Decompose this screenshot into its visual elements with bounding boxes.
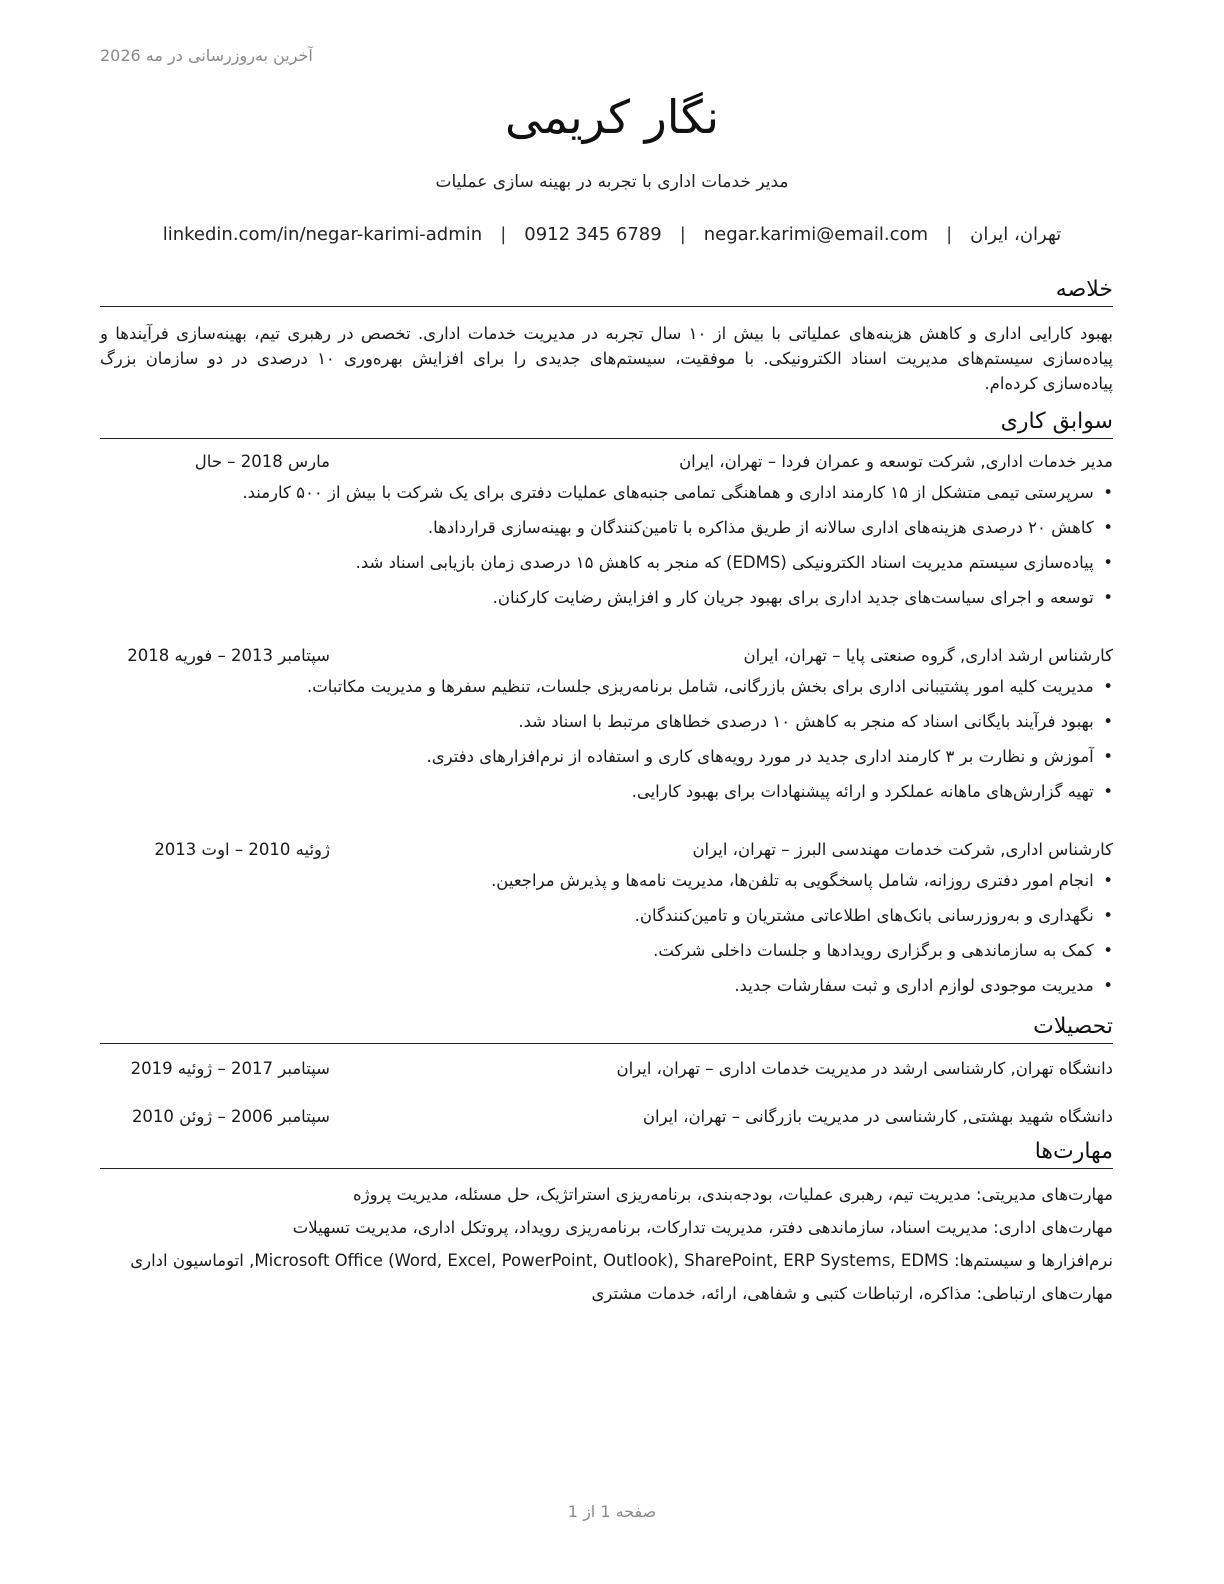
resume-content bbox=[100, 276, 1113, 1305]
bullet-icon: • bbox=[1103, 712, 1113, 731]
job-bullets bbox=[100, 863, 1113, 1003]
job-bullet: • پیاده‌سازی سیستم مدیریت اسناد الکترونیکی (EDMS) که منجر به کاهش ۱۵ درصدی زمان بازیابی اسناد شد. bbox=[100, 545, 1113, 580]
job-bullets bbox=[100, 669, 1113, 809]
education-entry bbox=[100, 1104, 1113, 1130]
page-number: صفحه 1 از 1 bbox=[567, 1502, 657, 1521]
job-title-company: مدیر خدمات اداری, شرکت توسعه و عمران فردا – تهران، ایران bbox=[679, 452, 1113, 471]
job-bullet: • سرپرستی تیمی متشکل از ۱۵ کارمند اداری و هماهنگی تمامی جنبه‌های عملیات دفتری برای یک شرکت با بیش از ۵۰۰ کارمند. bbox=[100, 475, 1113, 510]
contact-separator: | bbox=[679, 224, 686, 245]
job-dates: ژوئیه 2010 – اوت 2013 bbox=[154, 840, 330, 859]
bullet-icon: • bbox=[1103, 553, 1113, 572]
job-bullet: • مدیریت موجودی لوازم اداری و ثبت سفارشات جدید. bbox=[100, 968, 1113, 1003]
job-bullet: • بهبود فرآیند بایگانی اسناد که منجر به کاهش ۱۰ درصدی خطاهای مرتبط با اسناد شد. bbox=[100, 704, 1113, 739]
bullet-icon: • bbox=[1103, 782, 1113, 801]
job-bullet: • مدیریت کلیه امور پشتیبانی اداری برای بخش بازرگانی، شامل برنامه‌ریزی جلسات، تنظیم سفرها و مدیریت مکاتبات. bbox=[100, 669, 1113, 704]
section-title-experience: سوابق کاری bbox=[100, 408, 1113, 439]
section-title-summary: خلاصه bbox=[100, 276, 1113, 307]
education-entry bbox=[100, 1056, 1113, 1082]
skill-line: مهارت‌های اداری: مدیریت اسناد، سازماندهی دفتر، مدیریت تدارکات، برنامه‌ریزی رویداد، پروتکل اداری، مدیریت تسهیلات bbox=[292, 1218, 1113, 1237]
job-bullets bbox=[100, 475, 1113, 615]
skills-list bbox=[100, 1183, 1113, 1305]
job-header bbox=[100, 643, 1113, 669]
contact-separator: | bbox=[946, 224, 953, 245]
bullet-icon: • bbox=[1103, 677, 1113, 696]
job-title-company: کارشناس اداری, شرکت خدمات مهندسی البرز – تهران، ایران bbox=[692, 840, 1113, 859]
bullet-icon: • bbox=[1103, 588, 1113, 607]
last-updated-note: آخرین به‌روزرسانی در مه 2026 bbox=[100, 46, 313, 65]
job-entry bbox=[100, 837, 1113, 1003]
education-heading: دانشگاه شهید بهشتی, کارشناسی در مدیریت بازرگانی – تهران، ایران bbox=[642, 1107, 1113, 1126]
job-header bbox=[100, 449, 1113, 475]
contact-linkedin[interactable]: linkedin.com/in/negar-karimi-admin bbox=[162, 224, 483, 245]
job-bullet: • نگهداری و به‌روزرسانی بانک‌های اطلاعاتی مشتریان و تامین‌کنندگان. bbox=[100, 898, 1113, 933]
job-bullet: • کمک به سازماندهی و برگزاری رویدادها و جلسات داخلی شرکت. bbox=[100, 933, 1113, 968]
contact-email[interactable]: negar.karimi@email.com bbox=[703, 224, 929, 245]
job-bullet: • کاهش ۲۰ درصدی هزینه‌های اداری سالانه از طریق مذاکره با تامین‌کنندگان و بهینه‌سازی قراردادها. bbox=[100, 510, 1113, 545]
contact-location: تهران، ایران bbox=[970, 224, 1062, 245]
education-heading: دانشگاه تهران, کارشناسی ارشد در مدیریت خدمات اداری – تهران، ایران bbox=[616, 1059, 1113, 1078]
section-title-education: تحصیلات bbox=[100, 1013, 1113, 1044]
skill-line: نرم‌افزارها و سیستم‌ها: Microsoft Office (Word, Excel, PowerPoint, Outlook), SharePoint, ERP Systems, EDMS, اتوماسیون اداری bbox=[130, 1251, 1113, 1270]
job-bullet: • آموزش و نظارت بر ۳ کارمند اداری جدید در مورد رویه‌های کاری و استفاده از نرم‌افزارهای دفتری. bbox=[100, 739, 1113, 774]
job-bullet: • انجام امور دفتری روزانه، شامل پاسخگویی به تلفن‌ها، مدیریت نامه‌ها و پذیرش مراجعین. bbox=[100, 863, 1113, 898]
skill-line: مهارت‌های مدیریتی: مدیریت تیم، رهبری عملیات، بودجه‌بندی، برنامه‌ریزی استراتژیک، حل مسئله، مدیریت پروژه bbox=[352, 1185, 1113, 1204]
contact-separator: | bbox=[500, 224, 507, 245]
education-dates: سپتامبر 2017 – ژوئیه 2019 bbox=[130, 1059, 330, 1078]
bullet-icon: • bbox=[1103, 483, 1113, 502]
job-dates: سپتامبر 2013 – فوریه 2018 bbox=[127, 646, 330, 665]
bullet-icon: • bbox=[1103, 747, 1113, 766]
bullet-icon: • bbox=[1103, 976, 1113, 995]
job-bullet: • توسعه و اجرای سیاست‌های جدید اداری برای بهبود جریان کار و افزایش رضایت کارکنان. bbox=[100, 580, 1113, 615]
candidate-tagline: مدیر خدمات اداری با تجربه در بهینه سازی عملیات bbox=[435, 172, 789, 192]
job-dates: مارس 2018 – حال bbox=[194, 452, 330, 471]
bullet-icon: • bbox=[1103, 941, 1113, 960]
bullet-icon: • bbox=[1103, 871, 1113, 890]
job-entry bbox=[100, 449, 1113, 615]
contact-phone: 0912 345 6789 bbox=[524, 224, 662, 245]
job-title-company: کارشناس ارشد اداری, گروه صنعتی پایا – تهران، ایران bbox=[743, 646, 1113, 665]
job-entry bbox=[100, 643, 1113, 809]
skill-line: مهارت‌های ارتباطی: مذاکره، ارتباطات کتبی و شفاهی، ارائه، خدمات مشتری bbox=[591, 1284, 1113, 1303]
job-header bbox=[100, 837, 1113, 863]
candidate-name: نگار کریمی bbox=[504, 90, 720, 144]
bullet-icon: • bbox=[1103, 906, 1113, 925]
job-bullet: • تهیه گزارش‌های ماهانه عملکرد و ارائه پیشنهادات برای بهبود کارایی. bbox=[100, 774, 1113, 809]
contact-line bbox=[0, 224, 1224, 245]
section-title-skills: مهارت‌ها bbox=[100, 1138, 1113, 1169]
bullet-icon: • bbox=[1103, 518, 1113, 537]
summary-text: بهبود کارایی اداری و کاهش هزینه‌های عملیاتی با بیش از ۱۰ سال تجربه در مدیریت خدمات اداری. تخصص در رهبری تیم، بهینه‌سازی فرآیندها و پیاده‌سازی سیستم‌های مدیریت اسناد الکترونیکی. با موفقیت، سیستم‌های جدیدی را برای افزایش بهره‌وری ۱۰ درصدی در دو سازمان بزرگ پیاده‌سازی کرده‌ام. bbox=[100, 324, 1114, 393]
education-dates: سپتامبر 2006 – ژوئن 2010 bbox=[131, 1107, 330, 1126]
